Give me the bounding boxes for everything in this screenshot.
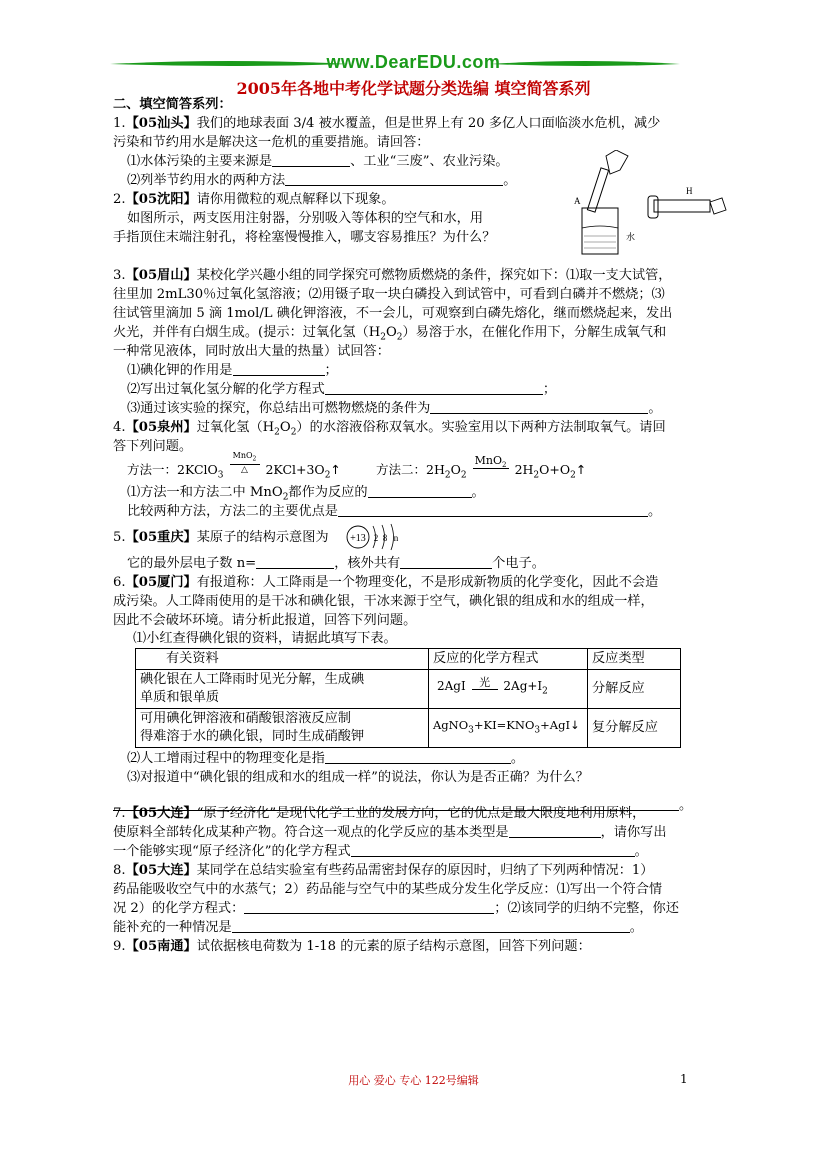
table-header-equation: 反应的化学方程式 xyxy=(429,649,588,670)
table-cell-type: 分解反应 xyxy=(588,670,681,709)
q4-sub-2: 比较两种方法，方法二的主要优点是 。 xyxy=(127,504,662,519)
q1-part-2: ⑵列举节约用水的两种方法 。 xyxy=(127,173,517,188)
q9-line-1: 9.【05南通】试依据核电荷数为 1-18 的元素的原子结构示意图，回答下列问题： xyxy=(113,939,591,954)
q4-sub-1: ⑴方法一和方法二中 MnO$_2$都作为反应的 。 xyxy=(127,485,485,503)
syringe-figure xyxy=(570,150,730,258)
q6-sub-3: ⑶对报道中“碘化银的组成和水的组成一样”的说法，你认为是否正确？为什么？ xyxy=(127,770,589,785)
q3-line-2: 往里加 2mL30％过氧化氢溶液；⑵用镊子取一块白磷投入到试管中，可看到白磷并不燃烧；⑶ xyxy=(113,287,665,302)
q8-line-1: 8.【05大连】某同学在总结实验室有些药品需密封保存的原因时，归纳了下列两种情况：1） xyxy=(113,863,654,878)
q8-line-3: 况 2）的化学方程式： ；⑵该同学的归纳不完整，你还 xyxy=(113,901,679,916)
figure-label-a: A xyxy=(574,196,581,206)
q6-line-3: 因此不会破坏环境。请分析此报道，回答下列问题。 xyxy=(113,613,417,628)
page-footer: 用心 爱心 专心 122号编辑 xyxy=(348,1074,479,1087)
agi-info-table xyxy=(135,648,681,748)
q3-sub-3: ⑶通过该实验的探究，你总结出可燃物燃烧的条件为 。 xyxy=(127,401,662,416)
q1-part-1: ⑴水体污染的主要来源是 、工业“三废”、农业污染。 xyxy=(127,154,509,169)
q7-line-1: 7.【05大连】“原子经济化”是现代化学工业的发展方向，它的优点是最大限度地利用原料， xyxy=(113,806,646,821)
q2-line-2: 如图所示，两支医用注射器，分别吸入等体积的空气和水，用 xyxy=(127,211,484,226)
q4-method-2: 方法二：$2H_2O_2$ MnO$_2$ $2H_2O+O_2↑$ xyxy=(376,454,587,481)
table-cell-equation: 2AgI 光 $2Ag+I_2$ xyxy=(429,670,588,709)
q3-sub-2: ⑵写出过氧化氢分解的化学方程式 ； xyxy=(127,382,556,397)
q4-line-1: 4.【05泉州】过氧化氢$(H_2O_2)$的水溶液俗称双氧水。实验室用以下两种方法制取氧气。请回 xyxy=(113,420,666,438)
q6-sub-1: ⑴小红查得碘化银的资料，请据此填写下表。 xyxy=(133,631,397,646)
atom-nucleus: +13 xyxy=(350,533,366,544)
table-header-type: 反应类型 xyxy=(588,649,681,670)
q6-line-1: 6.【05厦门】有报道称：人工降雨是一个物理变化，不是形成新物质的化学变化，因此不会造 xyxy=(113,575,659,590)
atom-structure-diagram xyxy=(344,522,406,552)
q4-line-2: 答下列问题。 xyxy=(113,439,193,454)
q5-line-1: 5.【05重庆】某原子的结构示意图为 xyxy=(113,530,329,545)
table-cell-info: 可用碘化钾溶液和硝酸银溶液反应制 得难溶于水的碘化银，同时生成硝酸钾 xyxy=(136,709,429,748)
q6-answer-line: 。 xyxy=(113,797,692,815)
atom-shell-2: 8 xyxy=(382,533,388,543)
q7-line-3: 一个能够实现“原子经济化”的化学方程式 。 xyxy=(113,844,648,859)
table-row xyxy=(136,670,681,709)
q1-line-2: 污染和节约用水是解决这一危机的重要措施。请回答： xyxy=(113,135,430,150)
q3-line-1: 3.【05眉山】某校化学兴趣小组的同学探究可燃物质燃烧的条件，探究如下：⑴取一支大试管， xyxy=(113,268,672,283)
table-cell-info: 碘化银在人工降雨时见光分解，生成碘 单质和银单质 xyxy=(136,670,429,709)
q7-line-2: 使原料全部转化成某种产物。符合这一观点的化学反应的基本类型是 ，请你写出 xyxy=(113,825,667,840)
figure-label-water: 水 xyxy=(626,233,636,243)
q8-line-4: 能补充的一种情况是 。 xyxy=(113,920,643,935)
q8-line-2: 药品能吸收空气中的水蒸气；2）药品能与空气中的某些成分发生化学反应：⑴写出一个符合情 xyxy=(113,882,663,897)
q5-line-2: 它的最外层电子数 n= ，核外共有 个电子。 xyxy=(127,556,545,571)
q6-sub-2: ⑵人工增雨过程中的物理变化是指 。 xyxy=(127,751,524,766)
q2-line-1: 2.【05沈阳】请你用微粒的观点解释以下现象。 xyxy=(113,192,395,207)
figure-label-h: H xyxy=(686,186,693,196)
table-cell-equation: $AgNO_3+KI=KNO_3+AgI↓$ xyxy=(429,709,588,748)
table-header-row xyxy=(136,649,681,670)
table-header-info: 有关资料 xyxy=(136,649,429,670)
q6-line-2: 成污染。人工降雨使用的是干冰和碘化银，干冰来源于空气，碘化银的组成和水的组成一样， xyxy=(113,594,654,609)
atom-shell-3: n xyxy=(393,533,399,543)
q4-method-1: 方法一：2KClO$_3$ MnO$_2$ △ $2KCl+3O_2↑$ xyxy=(127,451,341,481)
q3-sub-1: ⑴碘化钾的作用是 ； xyxy=(127,363,338,378)
q3-line-3: 往试管里滴加 5 滴 1mol/L 碘化钾溶液，不一会儿，可观察到白磷先熔化，继而燃烧起来，发出 xyxy=(113,306,673,321)
table-row xyxy=(136,709,681,748)
q2-line-3: 手指顶住末端注射孔，将栓塞慢慢推入，哪支容易推压？为什么？ xyxy=(113,230,496,245)
q3-line-4: 火光，并伴有白烟生成。(提示：过氧化氢$(H_2O_2)$易溶于水，在催化作用下，分解生成氧气和 xyxy=(113,325,667,343)
table-cell-type: 复分解反应 xyxy=(588,709,681,748)
page-title: 2005年各地中考化学试题分类选编 填空简答系列 xyxy=(236,79,591,98)
section-heading: 二、填空简答系列： xyxy=(113,97,232,112)
page-number: 1 xyxy=(680,1072,688,1086)
atom-shell-1: 2 xyxy=(373,533,379,543)
site-logo: www.DearEDU.com xyxy=(326,52,501,72)
q3-line-5: 一种常见液体，同时放出大量的热量）试回答： xyxy=(113,344,390,359)
q1-line-1: 1.【05汕头】我们的地球表面 3/4 被水覆盖，但是世界上有 20 多亿人口面临淡水危机，减少 xyxy=(113,116,661,131)
